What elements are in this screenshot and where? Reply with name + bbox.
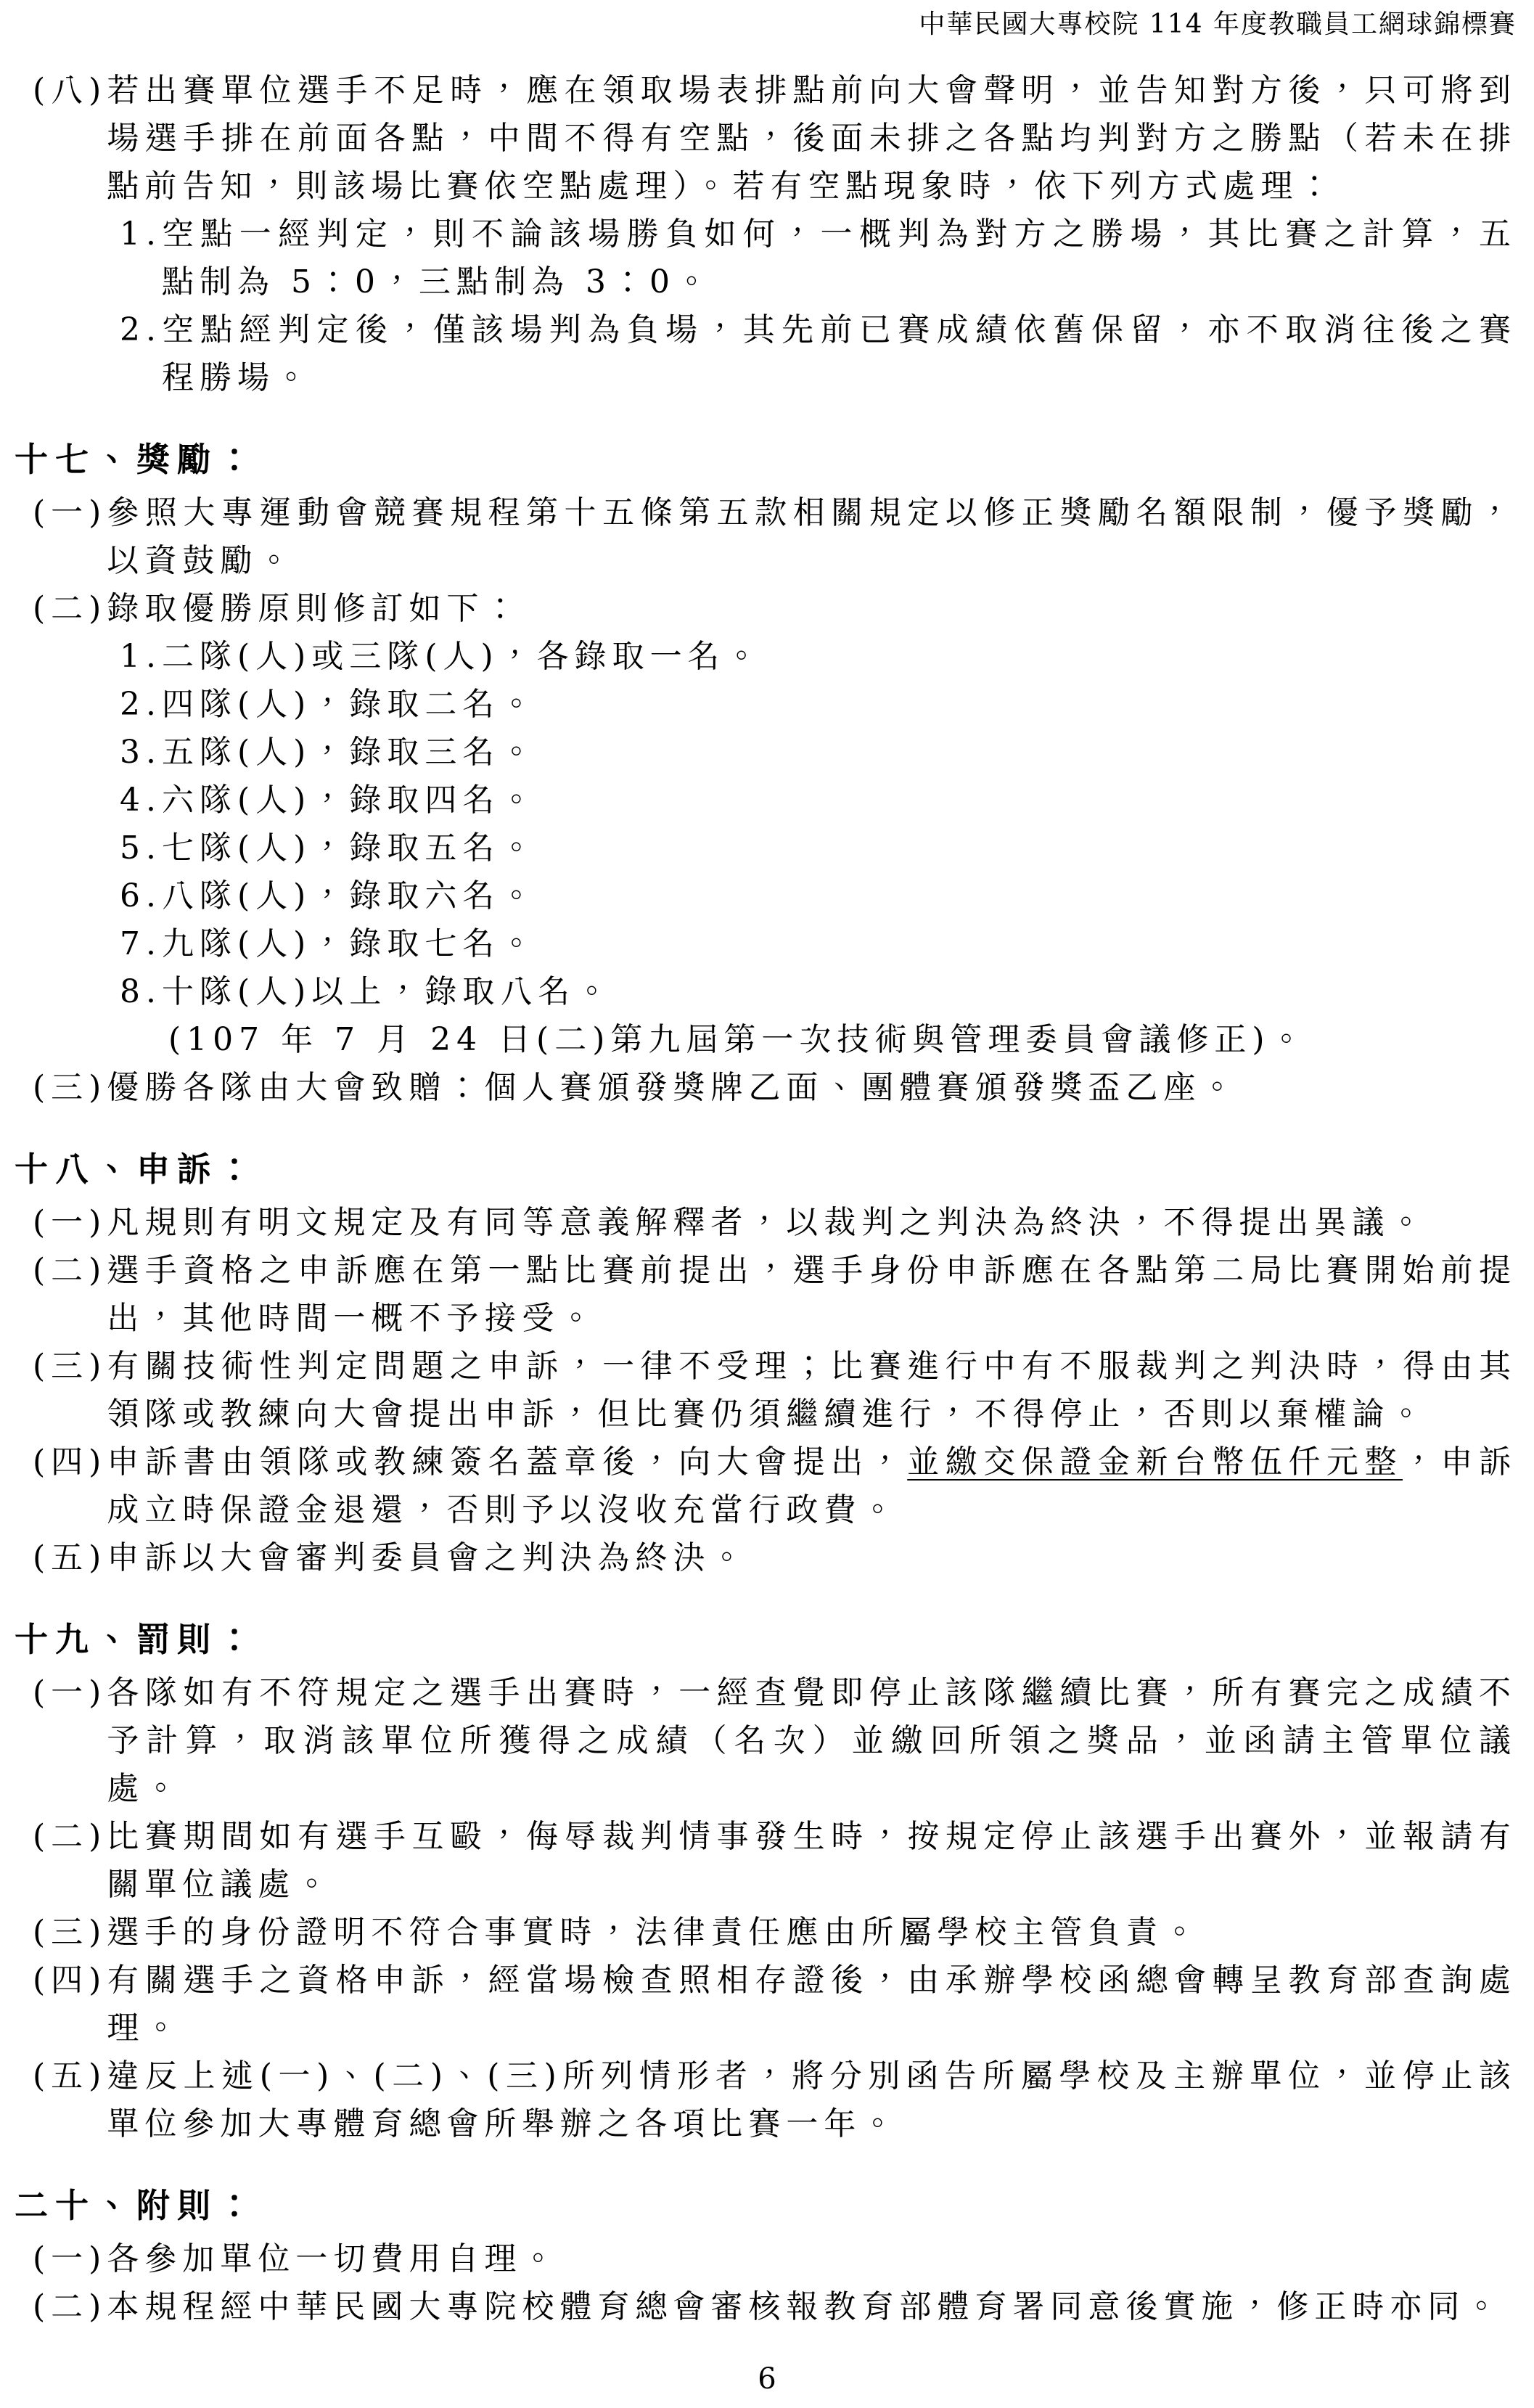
clause-8-sub-2-num: 2. xyxy=(120,311,162,348)
section-17-item-2-sub-7 xyxy=(120,920,1517,968)
section-17-item-3-label: (三) xyxy=(33,1069,107,1106)
section-17-item-2-sub-7-text: 九隊(人)，錄取七名。 xyxy=(161,925,538,962)
clause-8-text: 若出賽單位選手不足時，應在領取場表排點前向大會聲明，並告知對方後，只可將到場選手排在前面各點，中間不得有空點，後面未排之各點均判對方之勝點（若未在排點前告知，則該場比賽依空點處理）。若有空點現象時，依下列方式處理： xyxy=(107,72,1517,205)
section-19-item-2-text: 比賽期間如有選手互毆，侮辱裁判情事發生時，按規定停止該選手出賽外，並報請有關單位議處。 xyxy=(107,1818,1517,1903)
section-17-item-2-sub-1-num: 1. xyxy=(120,638,162,675)
section-17-item-2-sub-4-text: 六隊(人)，錄取四名。 xyxy=(161,782,538,819)
section-18-item-4 xyxy=(33,1438,1517,1534)
amendment-note: (107 年 7 月 24 日(二)第九屆第一次技術與管理委員會議修正)。 xyxy=(168,1021,1308,1058)
section-19-item-5 xyxy=(33,2052,1517,2148)
section-18-item-5-label: (五) xyxy=(33,1539,107,1576)
section-17-item-3 xyxy=(33,1064,1517,1112)
section-19-item-5-label: (五) xyxy=(33,2057,107,2094)
section-18-item-3-text: 有關技術性判定問題之申訴，一律不受理；比賽進行中有不服裁判之判決時，得由其領隊或教練向大會提出申訴，但比賽仍須繼續進行，不得停止，否則以棄權論。 xyxy=(107,1348,1517,1433)
section-17-item-2-sub-1 xyxy=(120,633,1517,681)
section-19-item-1-label: (一) xyxy=(33,1674,107,1711)
clause-8 xyxy=(33,67,1517,210)
section-20-item-1 xyxy=(33,2235,1517,2283)
section-17-item-2-sub-4-num: 4. xyxy=(120,782,162,819)
section-17-item-2-sub-2 xyxy=(120,681,1517,729)
section-18-item-3 xyxy=(33,1343,1517,1438)
section-19-item-3-label: (三) xyxy=(33,1914,107,1951)
section-18-item-4-text xyxy=(107,1438,1517,1534)
section-18-item-4-text-underlined: 並繳交保證金新台幣伍仟元整 xyxy=(907,1443,1403,1481)
section-17-item-2-sub-7-num: 7. xyxy=(120,925,162,962)
section-19-item-5-text: 違反上述(一)、(二)、(三)所列情形者，將分別函告所屬學校及主辦單位，並停止該單位參加大專體育總會所舉辦之各項比賽一年。 xyxy=(107,2057,1517,2142)
section-17-item-2-sub-5-num: 5. xyxy=(120,830,162,867)
section-18-item-3-label: (三) xyxy=(33,1348,107,1385)
section-17-item-2-sub-3-num: 3. xyxy=(120,734,162,771)
section-17-item-2-sub-8-num: 8. xyxy=(120,973,162,1010)
clause-8-label: (八) xyxy=(33,72,107,109)
section-17-item-2-sub-6-num: 6. xyxy=(120,877,162,914)
section-17-item-2-sub-2-text: 四隊(人)，錄取二名。 xyxy=(161,686,538,723)
section-17-item-2-label: (二) xyxy=(33,590,107,627)
section-17-item-1-label: (一) xyxy=(33,494,107,531)
section-20-item-1-text: 各參加單位一切費用自理。 xyxy=(107,2240,560,2277)
header-title: 中華民國大專校院 114 年度教職員工網球錦標賽 xyxy=(919,9,1517,39)
clause-8-sub-2 xyxy=(120,306,1517,402)
section-17-item-2-sub-5 xyxy=(120,824,1517,872)
section-19-item-3-text: 選手的身份證明不符合事實時，法律責任應由所屬學校主管負責。 xyxy=(107,1914,1202,1951)
section-17-item-2-sub-8-text: 十隊(人)以上，錄取八名。 xyxy=(161,973,614,1010)
section-19-item-1-text: 各隊如有不符規定之選手出賽時，一經查覺即停止該隊繼續比賽，所有賽完之成績不予計算，取消該單位所獲得之成績（名次）並繳回所領之獎品，並函請主管單位議處。 xyxy=(107,1674,1517,1807)
section-19-item-4 xyxy=(33,1957,1517,2052)
section-17-item-3-text: 優勝各隊由大會致贈：個人賽頒發獎牌乙面、團體賽頒發獎盃乙座。 xyxy=(107,1069,1239,1106)
section-19-item-1 xyxy=(33,1669,1517,1813)
section-17-item-2-sub-5-text: 七隊(人)，錄取五名。 xyxy=(161,830,538,867)
section-17-item-1-text: 參照大專運動會競賽規程第十五條第五款相關規定以修正獎勵名額限制，優予獎勵，以資鼓勵。 xyxy=(107,494,1517,579)
section-19-item-4-label: (四) xyxy=(33,1962,107,1999)
section-18-item-4-text-after: ，申訴成立時保證金退還，否則予以沒收充當行政費。 xyxy=(107,1443,1517,1528)
clause-8-sub-1 xyxy=(120,210,1517,306)
section-20-item-2-label: (二) xyxy=(33,2288,107,2325)
section-18-heading: 十八、申訴： xyxy=(15,1150,258,1189)
section-18-item-2-text: 選手資格之申訴應在第一點比賽前提出，選手身份申訴應在各點第二局比賽開始前提出，其他時間一概不予接受。 xyxy=(107,1252,1517,1337)
section-17-item-2 xyxy=(33,585,1517,633)
section-18-item-5-text: 申訴以大會審判委員會之判決為終決。 xyxy=(107,1539,749,1576)
section-17-heading: 十七、獎勵： xyxy=(15,440,258,479)
section-19-item-4-text: 有關選手之資格申訴，經當場檢查照相存證後，由承辦學校函總會轉呈教育部查詢處理。 xyxy=(107,1962,1517,2047)
section-18-item-2 xyxy=(33,1247,1517,1343)
section-20-item-2 xyxy=(33,2283,1517,2331)
section-18-item-1-text: 凡規則有明文規定及有同等意義解釋者，以裁判之判決為終決，不得提出異議。 xyxy=(107,1204,1428,1241)
section-17-item-2-sub-3 xyxy=(120,729,1517,777)
section-18-item-1-label: (一) xyxy=(33,1204,107,1241)
section-17-item-2-sub-8 xyxy=(120,968,1517,1016)
section-17-item-1 xyxy=(33,489,1517,585)
section-20-item-1-label: (一) xyxy=(33,2240,107,2277)
section-19-item-3 xyxy=(33,1909,1517,1957)
section-18-item-4-text-before: 申訴書由領隊或教練簽名蓋章後，向大會提出， xyxy=(107,1443,908,1481)
section-20-item-2-text: 本規程經中華民國大專院校體育總會審核報教育部體育署同意後實施，修正時亦同。 xyxy=(107,2288,1504,2325)
clause-8-sub-2-text: 空點經判定後，僅該場判為負場，其先前已賽成績依舊保留，亦不取消往後之賽程勝場。 xyxy=(161,311,1517,396)
section-17-item-2-sub-6 xyxy=(120,872,1517,920)
section-17-item-2-sub-6-text: 八隊(人)，錄取六名。 xyxy=(161,877,538,914)
section-19-heading: 十九、罰則： xyxy=(15,1620,258,1659)
clause-8-sub-1-num: 1. xyxy=(120,216,162,253)
section-19-item-2 xyxy=(33,1813,1517,1909)
section-18-item-5 xyxy=(33,1534,1517,1582)
section-17-item-2-sub-1-text: 二隊(人)或三隊(人)，各錄取一名。 xyxy=(161,638,763,675)
document-header xyxy=(15,9,1517,41)
page-footer xyxy=(0,2363,1534,2395)
clause-8-sub-1-text: 空點一經判定，則不論該場勝負如何，一概判為對方之勝場，其比賽之計算，五點制為 5：0，三點制為 3：0。 xyxy=(161,216,1517,300)
section-19-item-2-label: (二) xyxy=(33,1818,107,1855)
page-number: 6 xyxy=(758,2362,776,2396)
section-17-item-2-text: 錄取優勝原則修訂如下： xyxy=(107,590,522,627)
section-20-heading: 二十、附則： xyxy=(15,2186,258,2225)
section-17-item-2-sub-3-text: 五隊(人)，錄取三名。 xyxy=(161,734,538,771)
section-18-item-2-label: (二) xyxy=(33,1252,107,1289)
section-18-item-4-label: (四) xyxy=(33,1443,107,1481)
section-17-item-2-sub-4 xyxy=(120,777,1517,824)
section-17-item-2-sub-2-num: 2. xyxy=(120,686,162,723)
section-18-item-1 xyxy=(33,1199,1517,1247)
